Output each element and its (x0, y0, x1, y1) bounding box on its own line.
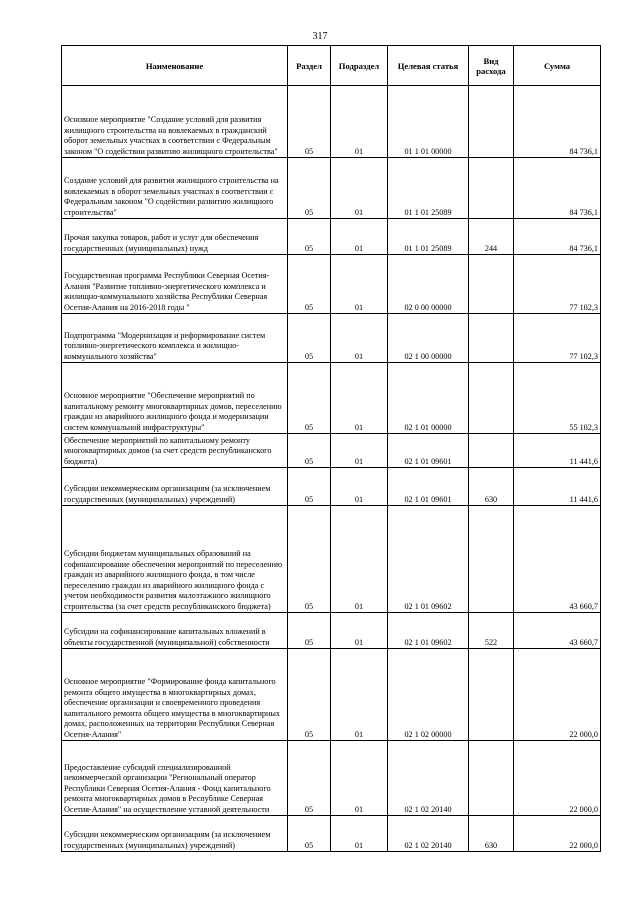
row-section: 05 (288, 363, 331, 434)
row-name: Субсидии некоммерческим организациям (за исключением государственных (муниципальных) учреждений) (62, 468, 288, 506)
table-row (62, 86, 601, 158)
row-section: 05 (288, 506, 331, 613)
row-name: Подпрограмма "Модернизация и реформирование систем топливно-энергетического комплекса и жилищно-коммунального хозяйства" (62, 314, 288, 363)
table-row (62, 506, 601, 613)
row-subsection: 01 (331, 741, 388, 816)
row-target: 01 1 01 25089 (388, 219, 469, 255)
row-sum: 77 102,3 (514, 255, 601, 314)
row-name: Обеспечение мероприятий по капитальному ремонту многоквартирных домов (за счет средств республиканского бюджета) (62, 434, 288, 468)
row-subsection: 01 (331, 86, 388, 158)
row-name: Создание условий для развития жилищного строительства на вовлекаемых в оборот земельных участках в соответствии с Федеральным законом "О содействии развитию жилищного строительства" (62, 158, 288, 219)
row-target: 02 1 00 00000 (388, 314, 469, 363)
row-section: 05 (288, 741, 331, 816)
header-name: Наименование (62, 46, 288, 86)
row-subsection: 01 (331, 468, 388, 506)
row-target: 02 1 01 09602 (388, 506, 469, 613)
row-section: 05 (288, 314, 331, 363)
row-section: 05 (288, 86, 331, 158)
table-header-row (62, 46, 601, 86)
row-expense-type: 630 (469, 468, 514, 506)
table-row (62, 314, 601, 363)
row-expense-type (469, 741, 514, 816)
row-expense-type (469, 506, 514, 613)
row-target: 01 1 01 25089 (388, 158, 469, 219)
row-subsection: 01 (331, 649, 388, 741)
table-row (62, 255, 601, 314)
row-sum: 84 736,1 (514, 86, 601, 158)
row-subsection: 01 (331, 158, 388, 219)
row-subsection: 01 (331, 314, 388, 363)
table-row (62, 434, 601, 468)
row-sum: 11 441,6 (514, 468, 601, 506)
header-section: Раздел (288, 46, 331, 86)
row-sum: 22 000,0 (514, 816, 601, 852)
table-row (62, 468, 601, 506)
row-target: 02 1 01 00000 (388, 363, 469, 434)
row-target: 01 1 01 00000 (388, 86, 469, 158)
row-sum: 22 000,0 (514, 649, 601, 741)
row-sum: 55 102,3 (514, 363, 601, 434)
header-subsection: Подраздел (331, 46, 388, 86)
row-name: Основное мероприятие "Обеспечение мероприятий по капитальному ремонту многоквартирных домов, переселению граждан из аварийного жилищного фонда и модернизации систем коммунальной инфраструктуры" (62, 363, 288, 434)
row-name: Субсидии некоммерческим организациям (за исключением государственных (муниципальных) учреждений) (62, 816, 288, 852)
row-sum: 43 660,7 (514, 506, 601, 613)
row-name: Прочая закупка товаров, работ и услуг для обеспечения государственных (муниципальных) нужд (62, 219, 288, 255)
row-expense-type (469, 363, 514, 434)
row-subsection: 01 (331, 434, 388, 468)
row-subsection: 01 (331, 219, 388, 255)
row-sum: 84 736,1 (514, 158, 601, 219)
row-section: 05 (288, 434, 331, 468)
table-row (62, 158, 601, 219)
row-section: 05 (288, 649, 331, 741)
row-subsection: 01 (331, 613, 388, 649)
row-sum: 22 000,0 (514, 741, 601, 816)
table-row (62, 741, 601, 816)
row-name: Основное мероприятие "Создание условий для развития жилищного строительства на вовлекаемых в гражданский оборот земельных участках в соответствии с Федеральным законом "О содействии развитию жилищного строительства" (62, 86, 288, 158)
row-target: 02 1 02 00000 (388, 649, 469, 741)
row-name: Предоставление субсидий специализированной некоммерческой организации "Региональный оператор Республики Северная Осетия-Алания - Фонд капитального ремонта многоквартирных домов в Республике Северная Осетия-Алания" на осуществление уставной деятельности (62, 741, 288, 816)
row-section: 05 (288, 255, 331, 314)
row-subsection: 01 (331, 255, 388, 314)
row-name: Основное мероприятие "Формирование фонда капитального ремонта общего имущества в многоквартирных домах, обеспечение организации и своевременного проведения капитального ремонта общего имущества в многоквартирных домах, расположенных на территории Республики Северная Осетия-Алания" (62, 649, 288, 741)
row-expense-type (469, 158, 514, 219)
page-number: 317 (312, 31, 328, 42)
row-expense-type (469, 434, 514, 468)
row-sum: 84 736,1 (514, 219, 601, 255)
table-row (62, 363, 601, 434)
row-section: 05 (288, 613, 331, 649)
row-sum: 11 441,6 (514, 434, 601, 468)
row-expense-type: 630 (469, 816, 514, 852)
table-row (62, 816, 601, 852)
row-subsection: 01 (331, 506, 388, 613)
row-name: Государственная программа Республики Северная Осетия-Алания "Развитие топливно-энергетического комплекса и жилищно-коммунального хозяйства Республики Северная Осетия-Алания на 2016-2018 годы " (62, 255, 288, 314)
row-section: 05 (288, 219, 331, 255)
row-sum: 43 660,7 (514, 613, 601, 649)
row-name: Субсидии бюджетам муниципальных образований на софинансирование обеспечения мероприятий по переселению граждан из аварийного жилищного фонда, в том числе переселению граждан из аварийного жилищного фонда с учетом необходимости развития малоэтажного жилищного строительства (за счет средств республиканского бюджета) (62, 506, 288, 613)
row-name: Субсидии на софинансирование капитальных вложений в объекты государственной (муниципальной) собственности (62, 613, 288, 649)
row-expense-type: 522 (469, 613, 514, 649)
row-expense-type (469, 314, 514, 363)
row-target: 02 1 01 09601 (388, 434, 469, 468)
row-target: 02 0 00 00000 (388, 255, 469, 314)
row-subsection: 01 (331, 363, 388, 434)
table-row (62, 219, 601, 255)
header-target: Целевая статья (388, 46, 469, 86)
table-row (62, 649, 601, 741)
row-section: 05 (288, 158, 331, 219)
row-target: 02 1 02 20140 (388, 816, 469, 852)
budget-table (61, 45, 601, 852)
row-target: 02 1 01 09602 (388, 613, 469, 649)
row-section: 05 (288, 468, 331, 506)
row-sum: 77 102,3 (514, 314, 601, 363)
header-expense-type: Вид расхода (469, 46, 514, 86)
row-expense-type (469, 649, 514, 741)
row-expense-type (469, 255, 514, 314)
row-section: 05 (288, 816, 331, 852)
row-target: 02 1 01 09601 (388, 468, 469, 506)
table-row (62, 613, 601, 649)
row-target: 02 1 02 20140 (388, 741, 469, 816)
row-subsection: 01 (331, 816, 388, 852)
row-expense-type: 244 (469, 219, 514, 255)
row-expense-type (469, 86, 514, 158)
header-sum: Сумма (514, 46, 601, 86)
